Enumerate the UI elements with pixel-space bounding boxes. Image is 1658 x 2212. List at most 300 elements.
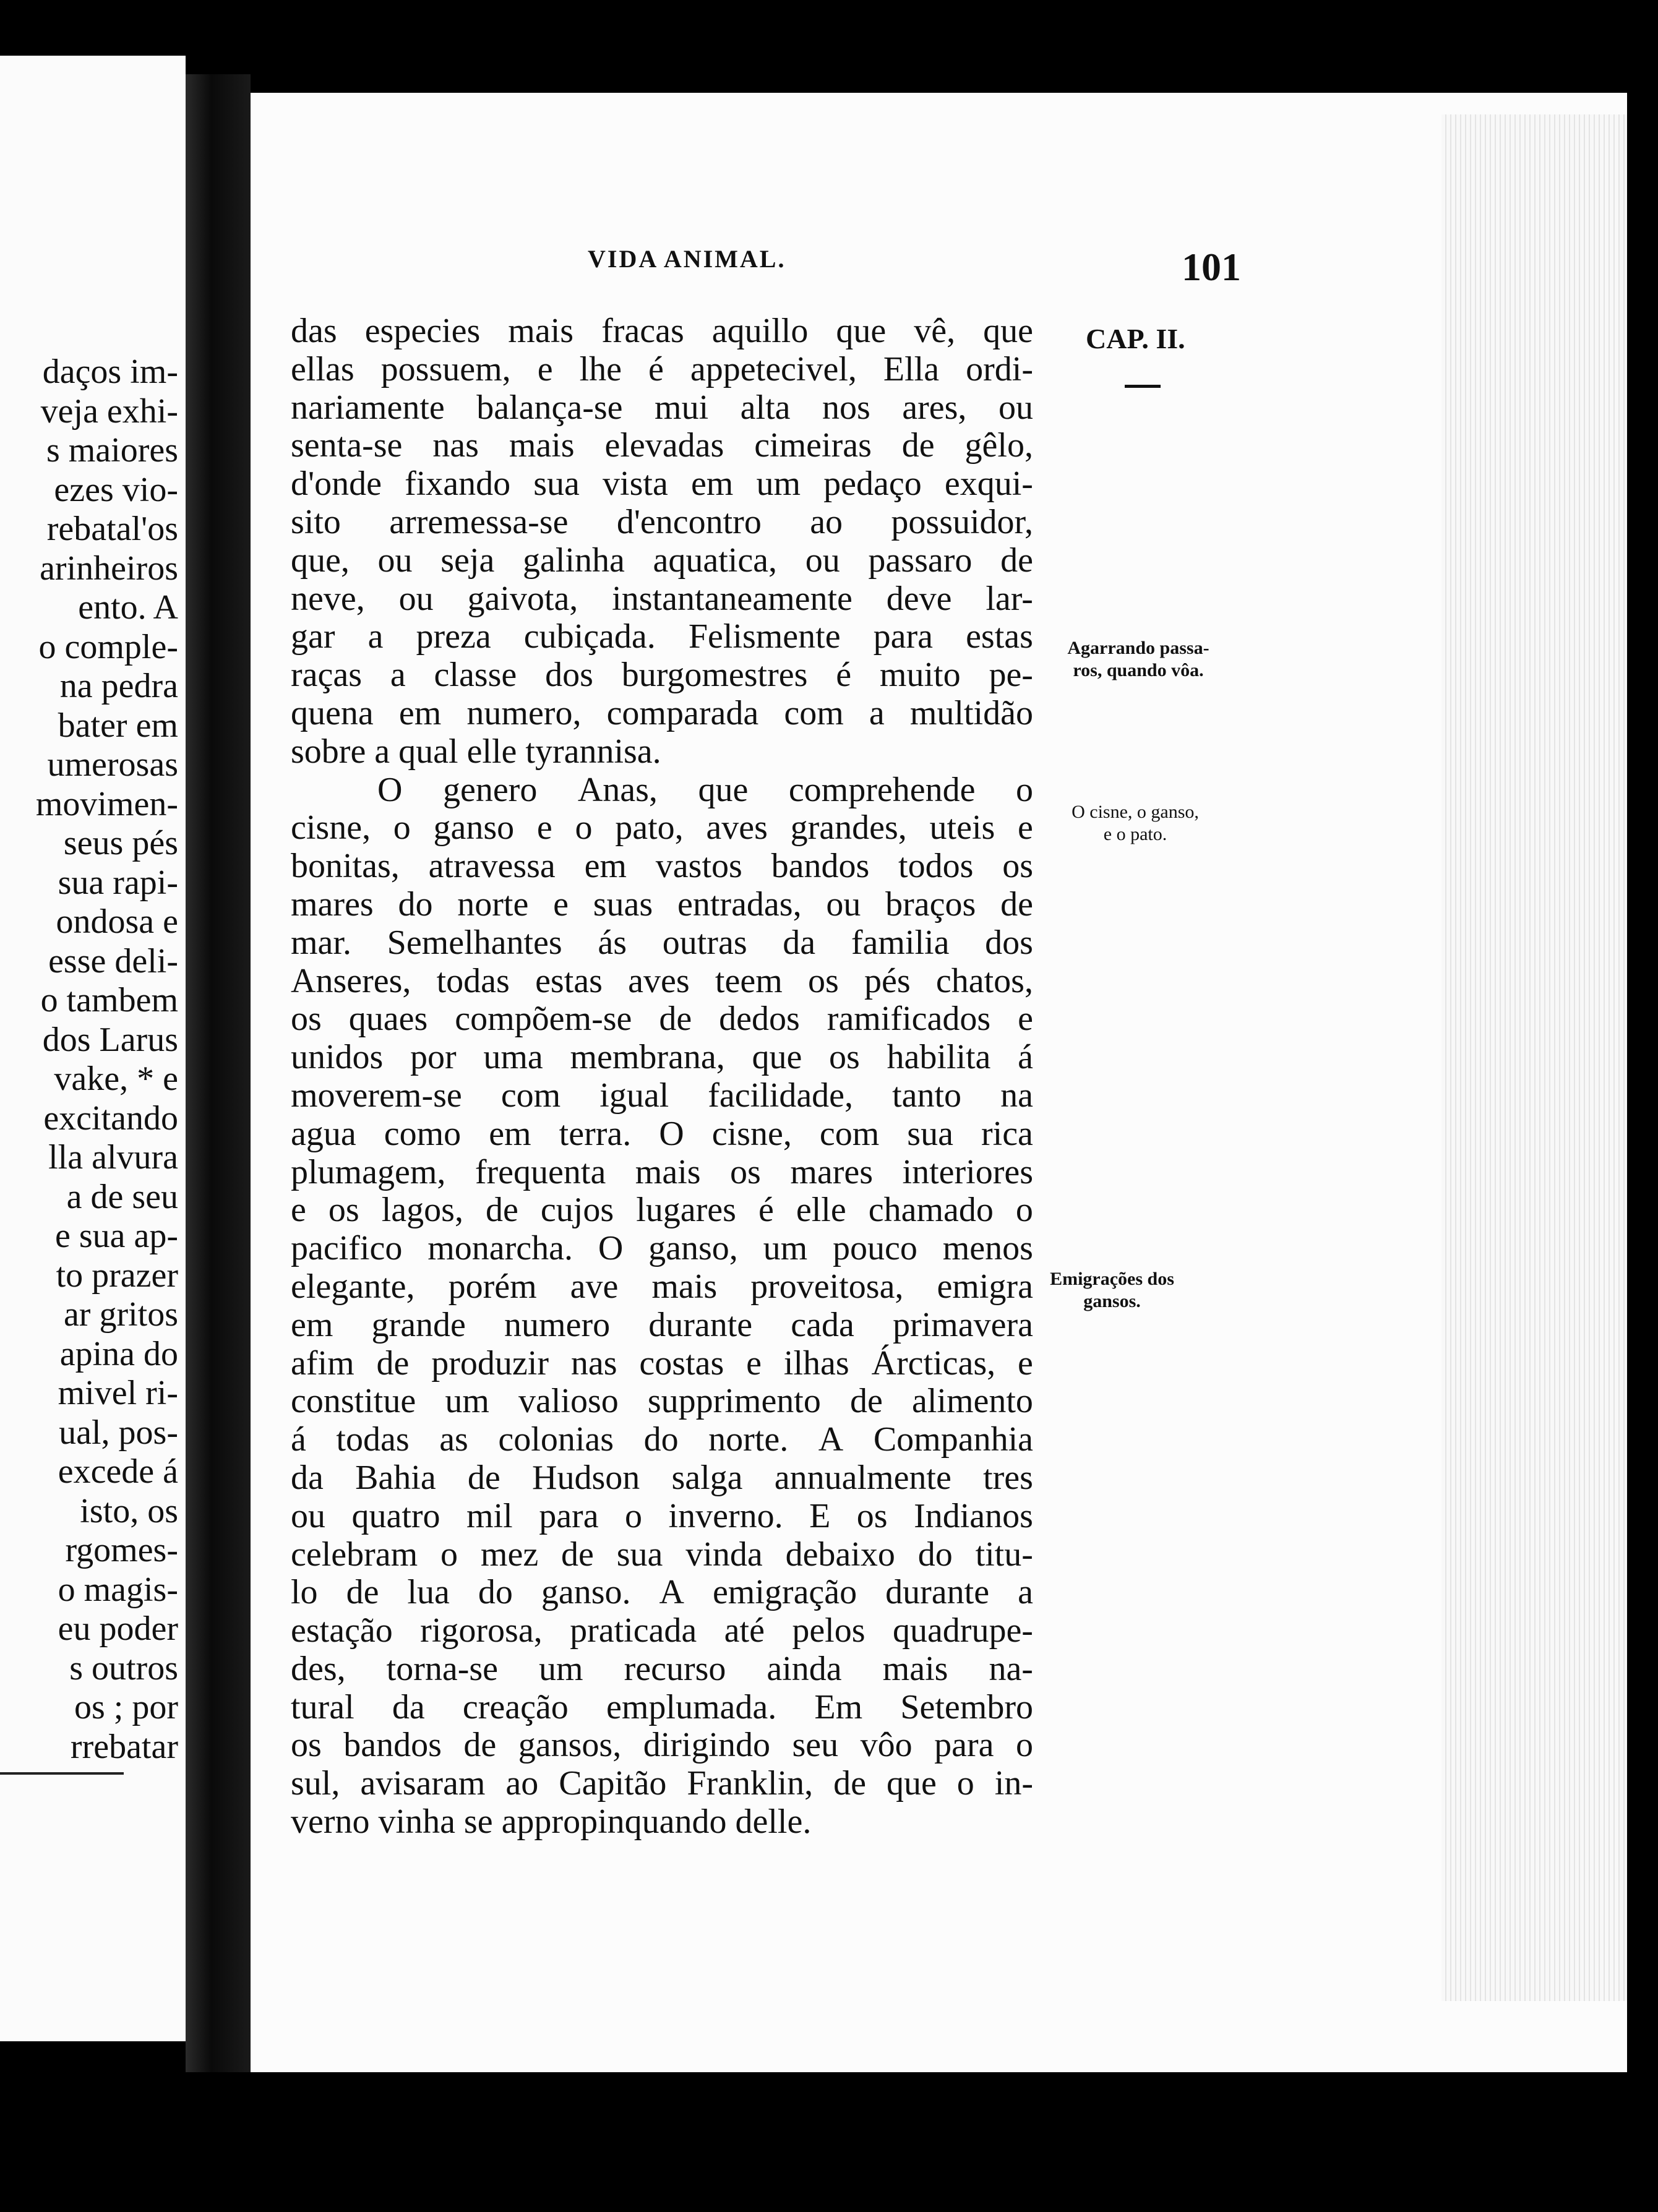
body-line xyxy=(291,1536,1033,1574)
word: ou xyxy=(377,541,413,580)
word: de xyxy=(467,1458,500,1497)
word: do xyxy=(643,1420,679,1459)
word: muito xyxy=(879,656,961,695)
left-page-line: to prazer xyxy=(56,1256,178,1295)
word: pedaço xyxy=(823,465,922,504)
body-line xyxy=(291,1574,1033,1612)
word: cisne, xyxy=(711,1114,792,1153)
word: a xyxy=(1018,1573,1033,1612)
word: passaro xyxy=(868,541,973,580)
word: o xyxy=(1015,1191,1033,1230)
body-line: verno vinha se appropinquando delle. xyxy=(291,1803,812,1841)
word: annualmente xyxy=(774,1458,951,1497)
word: dos xyxy=(985,923,1033,962)
body-text xyxy=(291,312,1033,1841)
word: como xyxy=(384,1114,462,1153)
word: norte xyxy=(457,885,529,924)
word: gaivota, xyxy=(467,579,578,618)
word: emplumada. xyxy=(606,1687,777,1726)
word: aquatica, xyxy=(653,541,778,580)
word: ao xyxy=(810,502,843,541)
word: ás xyxy=(598,923,627,962)
word: e xyxy=(1018,1344,1033,1382)
word: vinda xyxy=(685,1535,763,1574)
body-line: sobre a qual elle tyrannisa. xyxy=(291,732,661,771)
word: emigração xyxy=(712,1573,857,1612)
body-line xyxy=(291,809,1033,847)
word: de xyxy=(901,426,935,465)
word: que xyxy=(983,312,1033,350)
word: de xyxy=(1000,885,1033,924)
word: sua xyxy=(533,465,580,504)
word: teem xyxy=(715,961,783,1000)
word: até xyxy=(724,1611,765,1650)
body-line xyxy=(291,427,1033,465)
chapter-dash xyxy=(1125,385,1161,388)
word: alta xyxy=(740,388,791,427)
left-page-line: daços im- xyxy=(42,353,178,391)
word: é xyxy=(836,656,852,695)
left-page-line: s outros xyxy=(69,1648,178,1687)
word: mui xyxy=(655,388,709,427)
left-page-line: o magis- xyxy=(58,1570,178,1609)
body-line xyxy=(291,1306,1033,1345)
word: bonitas, xyxy=(291,847,400,886)
word: que xyxy=(836,312,887,350)
word: ou xyxy=(998,388,1033,427)
body-line xyxy=(291,962,1033,1001)
word: d'onde xyxy=(291,465,382,504)
word: quadrupe- xyxy=(892,1611,1033,1650)
word: genero xyxy=(442,770,538,809)
word: Hudson xyxy=(532,1458,640,1497)
word: ou xyxy=(826,885,861,924)
word: do xyxy=(917,1535,953,1574)
word: exqui- xyxy=(944,465,1033,504)
word: Anas, xyxy=(577,770,658,809)
word: burgomestres xyxy=(621,656,808,695)
word: appetecivel, xyxy=(690,349,857,388)
word: uteis xyxy=(929,808,995,847)
word: E xyxy=(809,1496,831,1535)
word: todas xyxy=(436,961,510,1000)
left-page-line: excede á xyxy=(58,1452,178,1491)
word: chamado xyxy=(868,1191,994,1230)
body-line xyxy=(291,542,1033,580)
left-page-line: seus pés xyxy=(63,824,178,862)
word: salga xyxy=(671,1458,743,1497)
word: braços xyxy=(885,885,976,924)
word: em xyxy=(398,693,442,732)
word: da xyxy=(783,923,816,962)
word: mais xyxy=(508,312,574,350)
word: em xyxy=(291,1305,333,1344)
body-line xyxy=(291,1191,1033,1230)
word: sua xyxy=(907,1114,953,1153)
word: de xyxy=(463,1726,497,1765)
left-page-line: ezes vio- xyxy=(54,470,178,509)
word: as xyxy=(439,1420,468,1459)
word: vê, xyxy=(914,312,956,350)
word: estas xyxy=(535,961,603,1000)
word: alimento xyxy=(911,1382,1033,1421)
left-page-line: movimen- xyxy=(35,784,178,823)
word: e xyxy=(1018,808,1033,847)
page-number: 101 xyxy=(1182,245,1241,289)
word: habilita xyxy=(887,1038,991,1077)
word: membrana, xyxy=(570,1038,725,1077)
word: os xyxy=(1002,847,1033,886)
word: unidos xyxy=(291,1038,384,1077)
body-line xyxy=(291,656,1033,695)
word: Capitão xyxy=(559,1764,667,1803)
body-line xyxy=(291,886,1033,924)
word: pouco xyxy=(833,1229,917,1268)
word: ave xyxy=(570,1267,619,1306)
word: plumagem, xyxy=(291,1152,446,1191)
left-page-line: rrebatar xyxy=(70,1727,178,1766)
word: fixando xyxy=(405,465,511,504)
word: lugares xyxy=(636,1191,736,1230)
word: e xyxy=(536,808,552,847)
word: sua xyxy=(616,1535,663,1574)
word: elegante, xyxy=(291,1267,415,1306)
word: numero, xyxy=(466,693,582,732)
word: tural xyxy=(291,1687,354,1726)
word: á xyxy=(291,1420,306,1459)
word: os xyxy=(291,1000,322,1039)
left-page-line: a de seu xyxy=(66,1177,178,1216)
word: primavera xyxy=(892,1305,1033,1344)
word: Companhia xyxy=(873,1420,1033,1459)
left-page-line: na pedra xyxy=(59,667,178,705)
margin-note-emigracoes xyxy=(1030,1268,1194,1313)
body-line xyxy=(291,351,1033,389)
word: mar. xyxy=(291,923,351,962)
body-line xyxy=(291,1382,1033,1421)
body-line xyxy=(291,312,1033,351)
word: valioso xyxy=(518,1382,619,1421)
word: neve, xyxy=(291,579,365,618)
left-page-line: o tambem xyxy=(40,981,178,1019)
word: dirigindo xyxy=(643,1726,771,1765)
word: de xyxy=(1000,541,1033,580)
word: terra. xyxy=(559,1114,632,1153)
word: nos xyxy=(822,388,870,427)
body-line xyxy=(291,504,1033,542)
word: deve xyxy=(886,579,952,618)
word: cimeiras xyxy=(754,426,872,465)
word: elle xyxy=(796,1191,846,1230)
word: multidão xyxy=(909,693,1033,732)
word: á xyxy=(1018,1038,1033,1077)
word: especies xyxy=(364,312,481,350)
margin-note-line: O cisne, o ganso, xyxy=(1072,802,1199,822)
margin-note-line: gansos. xyxy=(1083,1291,1141,1311)
body-line xyxy=(291,1268,1033,1306)
word: pés xyxy=(864,961,911,1000)
word: avisaram xyxy=(360,1764,486,1803)
left-page-line: umerosas xyxy=(47,745,178,784)
word: ordi- xyxy=(966,349,1033,388)
word: vista xyxy=(603,465,668,504)
body-line xyxy=(291,618,1033,656)
word: um xyxy=(539,1649,583,1688)
body-line xyxy=(291,1650,1033,1689)
body-line xyxy=(291,1765,1033,1803)
word: pe- xyxy=(989,656,1033,695)
word: colonias xyxy=(498,1420,614,1459)
word: mares xyxy=(291,885,374,924)
word: gansos, xyxy=(518,1726,622,1765)
word: que xyxy=(752,1038,802,1077)
word: todos xyxy=(898,847,974,886)
word: e xyxy=(553,885,569,924)
word: todas xyxy=(336,1420,410,1459)
body-line xyxy=(291,1421,1033,1459)
body-line xyxy=(291,1000,1033,1039)
word: lar- xyxy=(986,579,1033,618)
word: o xyxy=(393,808,411,847)
word: ganso, xyxy=(648,1229,738,1268)
footnote-rule xyxy=(0,1772,124,1775)
left-facing-page xyxy=(0,56,186,2041)
word: cisne, xyxy=(291,808,371,847)
word: da xyxy=(392,1687,425,1726)
word: inverno. xyxy=(668,1496,783,1535)
word: a xyxy=(390,656,406,695)
left-page-line: ual, pos- xyxy=(59,1413,178,1452)
word: quatro xyxy=(351,1496,440,1535)
word: os xyxy=(829,1038,860,1077)
word: com xyxy=(819,1114,880,1153)
word: fracas xyxy=(601,312,684,350)
body-line xyxy=(291,1154,1033,1192)
left-page-line: rgomes- xyxy=(65,1531,178,1569)
word: chatos, xyxy=(935,961,1033,1000)
word: ramificados xyxy=(827,1000,991,1039)
word: classe xyxy=(434,656,517,695)
body-line xyxy=(291,465,1033,504)
word: os xyxy=(807,961,839,1000)
left-page-line: mivel ri- xyxy=(58,1374,178,1412)
word: preza xyxy=(416,617,491,656)
word: de xyxy=(850,1382,883,1421)
word: quaes xyxy=(348,1000,428,1039)
body-line xyxy=(291,1230,1033,1268)
word: a xyxy=(367,617,384,656)
word: des, xyxy=(291,1649,346,1688)
body-line xyxy=(291,924,1033,962)
word: de xyxy=(561,1535,594,1574)
word: possuem, xyxy=(380,349,511,388)
word: rica xyxy=(981,1114,1033,1153)
word: cujos xyxy=(540,1191,614,1230)
body-line xyxy=(291,695,1033,733)
word: vôo xyxy=(860,1726,913,1765)
word: proveitosa, xyxy=(750,1267,904,1306)
left-page-line: os ; por xyxy=(74,1688,178,1726)
word: A xyxy=(818,1420,844,1459)
word: com xyxy=(784,693,844,732)
word: comprehende xyxy=(788,770,976,809)
word: em xyxy=(690,465,734,504)
word: monarcha. xyxy=(427,1229,573,1268)
word: ou xyxy=(291,1496,325,1535)
word: aquillo xyxy=(711,312,809,350)
body-line xyxy=(291,1459,1033,1498)
word: mais xyxy=(882,1649,948,1688)
word: durante xyxy=(885,1573,990,1612)
word: galinha xyxy=(522,541,625,580)
word: lhe xyxy=(579,349,622,388)
word: mais xyxy=(651,1267,718,1306)
word: arremessa-se xyxy=(389,502,569,541)
margin-note-line: ros, quando vôa. xyxy=(1073,660,1204,680)
word: ellas xyxy=(291,349,354,388)
word: e xyxy=(291,1191,306,1230)
word: tanto xyxy=(892,1076,962,1115)
word: Bahia xyxy=(355,1458,436,1497)
left-page-line: ondosa e xyxy=(56,902,178,941)
word: Ella xyxy=(883,349,940,388)
word: mares xyxy=(790,1152,874,1191)
word: mais xyxy=(635,1152,701,1191)
word: seja xyxy=(440,541,495,580)
word: mez xyxy=(480,1535,539,1574)
page-edges xyxy=(1441,114,1627,2001)
body-line xyxy=(291,771,1033,810)
word: senta-se xyxy=(291,426,403,465)
word: durante xyxy=(648,1305,753,1344)
word: de xyxy=(346,1573,379,1612)
word: agua xyxy=(291,1114,356,1153)
word: Franklin, xyxy=(687,1764,814,1803)
word: nariamente xyxy=(291,388,445,427)
word: um xyxy=(763,1229,808,1268)
body-line xyxy=(291,847,1033,886)
word: lua xyxy=(407,1573,450,1612)
margin-note-line: Agarrando passa- xyxy=(1067,638,1209,658)
word: para xyxy=(873,617,933,656)
left-page-text xyxy=(36,353,178,1767)
word: Em xyxy=(814,1687,863,1726)
word: mais xyxy=(509,426,575,465)
left-page-line: excitando xyxy=(43,1099,178,1138)
word: o xyxy=(956,1764,974,1803)
word: seu xyxy=(792,1726,839,1765)
word: ganso. xyxy=(541,1573,631,1612)
word: ou xyxy=(398,579,434,618)
word: rigorosa, xyxy=(420,1611,543,1650)
word: familia xyxy=(851,923,950,962)
margin-note-agarrando xyxy=(1046,637,1231,682)
word: menos xyxy=(942,1229,1033,1268)
body-line xyxy=(291,1115,1033,1154)
body-line xyxy=(291,1498,1033,1536)
word: Anseres, xyxy=(291,961,411,1000)
body-line xyxy=(291,1345,1033,1383)
word: na- xyxy=(989,1649,1033,1688)
word: facilidade, xyxy=(708,1076,854,1115)
word: atravessa xyxy=(428,847,556,886)
word: um xyxy=(756,465,801,504)
left-page-line: ar gritos xyxy=(63,1295,178,1334)
word: creação xyxy=(462,1687,569,1726)
word: da xyxy=(291,1458,324,1497)
word: pato, xyxy=(615,808,684,847)
word: pelos xyxy=(792,1611,866,1650)
word: bandos xyxy=(343,1726,442,1765)
word: O xyxy=(377,770,403,809)
word: dos xyxy=(545,656,593,695)
word: Felismente xyxy=(688,617,841,656)
left-page-line: apina do xyxy=(59,1334,178,1373)
word: sito xyxy=(291,502,341,541)
word: dedos xyxy=(719,1000,800,1039)
word: produzir xyxy=(431,1344,549,1382)
word: e xyxy=(1018,1000,1033,1039)
body-line xyxy=(291,1077,1033,1115)
word: gar xyxy=(291,617,335,656)
word: ao xyxy=(505,1764,539,1803)
word: afim xyxy=(291,1344,354,1382)
word: que xyxy=(886,1764,937,1803)
word: do xyxy=(398,885,433,924)
body-line xyxy=(291,1726,1033,1765)
word: o xyxy=(625,1496,643,1535)
word: um xyxy=(445,1382,489,1421)
word: uma xyxy=(483,1038,543,1077)
word: comparada xyxy=(606,693,759,732)
word: na xyxy=(1000,1076,1033,1115)
word: os xyxy=(328,1191,359,1230)
word: gêlo, xyxy=(964,426,1033,465)
word: ganso xyxy=(433,808,515,847)
word: porém xyxy=(448,1267,537,1306)
word: de xyxy=(659,1000,692,1039)
word: ou xyxy=(805,541,840,580)
word: norte. xyxy=(708,1420,789,1459)
word: o xyxy=(1015,1726,1033,1765)
word: interiores xyxy=(902,1152,1033,1191)
word: bandos xyxy=(771,847,870,886)
word: praticada xyxy=(570,1611,697,1650)
word: que, xyxy=(291,541,350,580)
word: os xyxy=(856,1496,888,1535)
left-page-line: isto, os xyxy=(80,1491,178,1530)
word: possuidor, xyxy=(891,502,1033,541)
running-title: VIDA ANIMAL. xyxy=(588,245,786,273)
left-page-line: vake, * e xyxy=(54,1060,178,1098)
word: mil xyxy=(466,1496,513,1535)
word: costas xyxy=(639,1344,724,1382)
word: numero xyxy=(504,1305,611,1344)
left-page-line: e sua ap- xyxy=(54,1217,178,1255)
word: estação xyxy=(291,1611,393,1650)
word: recurso xyxy=(624,1649,726,1688)
word: igual xyxy=(599,1076,669,1115)
margin-note-cisne xyxy=(1039,801,1231,846)
word: quena xyxy=(291,693,374,732)
word: pacifico xyxy=(291,1229,403,1268)
word: elevadas xyxy=(604,426,724,465)
word: nas xyxy=(570,1344,617,1382)
word: moverem-se xyxy=(291,1076,462,1115)
left-page-line: esse deli- xyxy=(48,941,178,980)
word: o xyxy=(440,1535,458,1574)
word: é xyxy=(648,349,664,388)
